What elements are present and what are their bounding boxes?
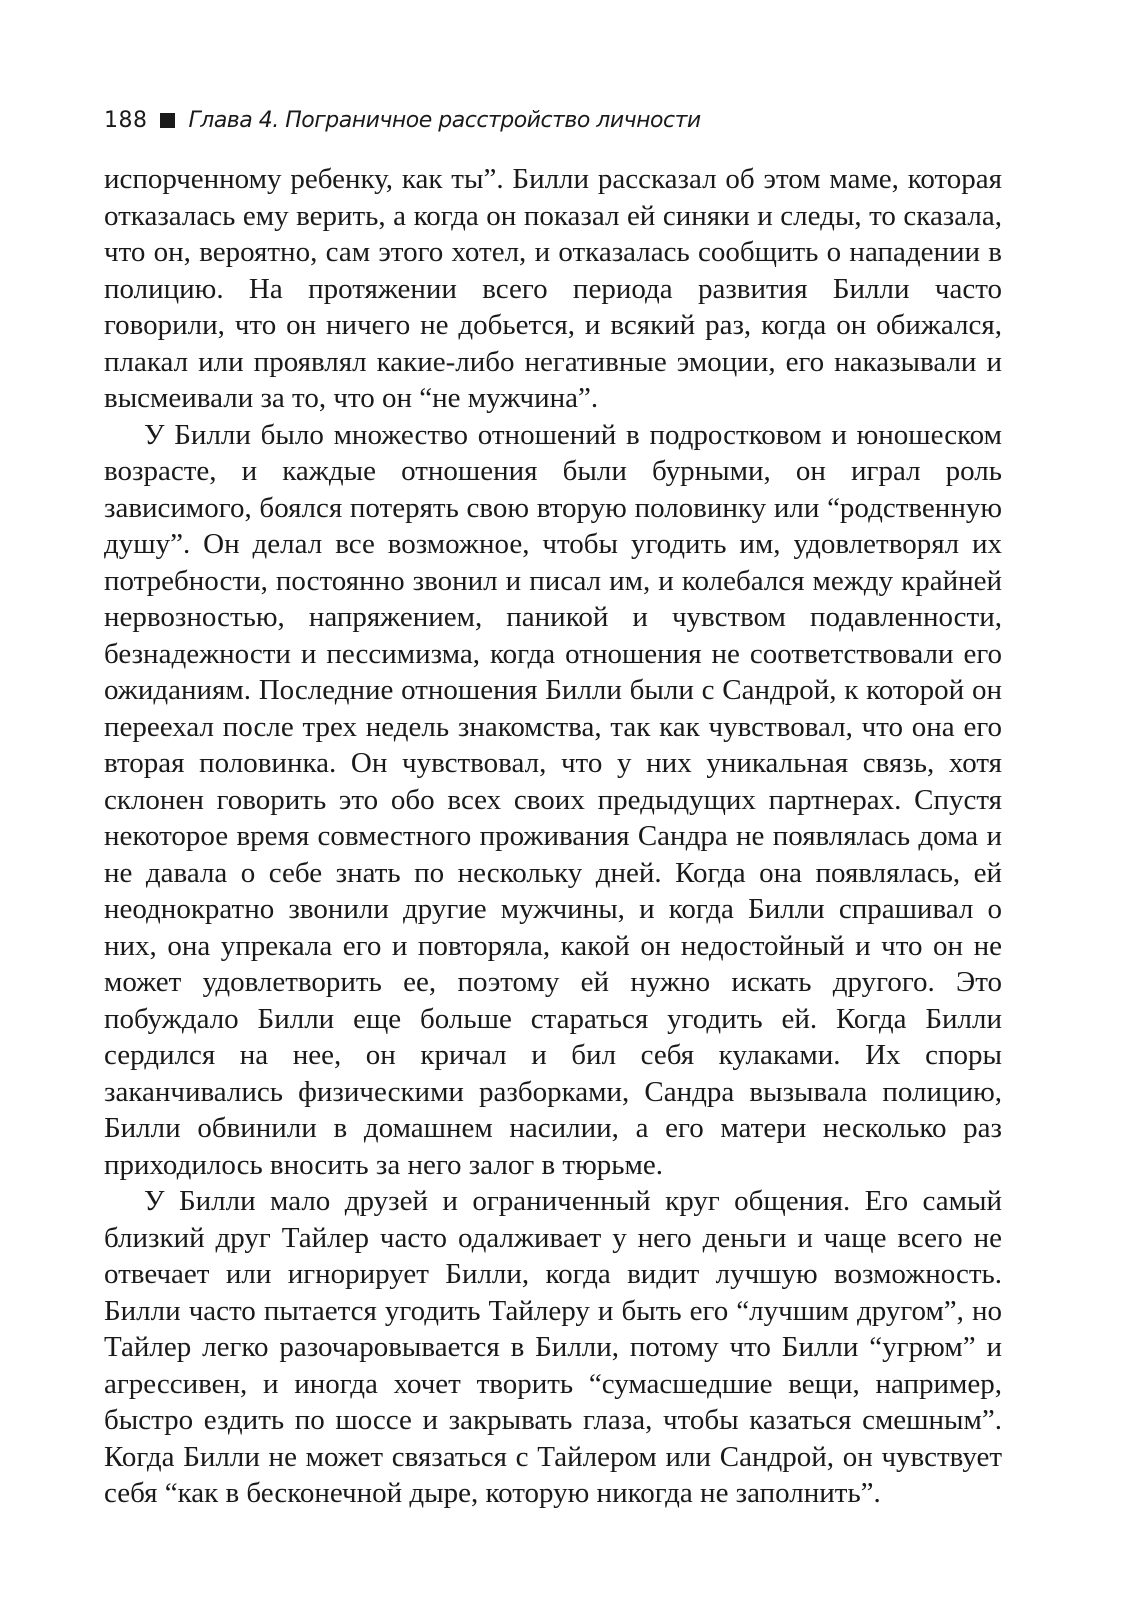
paragraph-1: испорченному ребенку, как ты”. Билли рассказал об этом маме, которая отказалась ему верить, а когда он показал ей синяки и следы, то сказала, что он, вероятно, сам этого хотел, и отказалась сообщить о нападении в полицию. На протяжении всего периода развития Билли часто говорили, что он ничего не добьется, и всякий раз, когда он обижался, плакал или проявлял какие-либо негативные эмоции, его наказывали и высмеивали за то, что он “не мужчина”. [104,163,1002,414]
running-head [104,100,701,140]
body-text [104,161,1002,1512]
black-square-icon [160,113,175,128]
chapter-title: Глава 4. Пограничное расстройство личности [188,107,701,133]
paragraph-2: У Билли было множество отношений в подростковом и юношеском возрасте, и каждые отношения были бурными, он играл роль зависимого, боялся потерять свою вторую половинку или “родственную душу”. Он делал все возможное, чтобы угодить им, удовлетворял их потребности, постоянно звонил и писал им, и колебался между крайней нервозностью, напряжением, паникой и чувством подавленности, безнадежности и пессимизма, когда отношения не соответствовали его ожиданиям. Последние отношения Билли были с Сандрой, к которой он переехал после трех недель знакомства, так как чувствовал, что она его вторая половинка. Он чувствовал, что у них уникальная связь, хотя склонен говорить это обо всех своих предыдущих партнерах. Спустя некоторое время совместного проживания Сандра не появлялась дома и не давала о себе знать по нескольку дней. Когда она появлялась, ей неоднократно звонили другие мужчины, и когда Билли спрашивал о них, она упрекала его и повторяла, какой он недостойный и что он не может удовлетворить ее, поэтому ей нужно искать другого. Это побуждало Билли еще больше стараться угодить ей. Когда Билли сердился на нее, он кричал и бил себя кулаками. Их споры заканчивались физическими разборками, Сандра вызывала полицию, Билли обвинили в домашнем насилии, а его матери несколько раз приходилось вносить за него залог в тюрьме. [104,418,1002,1181]
paragraph-3: У Билли мало друзей и ограниченный круг общения. Его самый близкий друг Тайлер часто одалживает у него деньги и чаще всего не отвечает или игнорирует Билли, когда видит лучшую возможность. Билли часто пытается угодить Тайлеру и быть его “лучшим другом”, но Тайлер легко разочаровывается в Билли, потому что Билли “угрюм” и агрессивен, и иногда хочет творить “сумасшедшие вещи, например, быстро ездить по шоссе и закрывать глаза, чтобы казаться смешным”. Когда Билли не может связаться с Тайлером или Сандрой, он чувствует себя “как в бесконечной дыре, которую никогда не заполнить”. [104,1185,1002,1509]
page-number: 188 [104,107,148,133]
